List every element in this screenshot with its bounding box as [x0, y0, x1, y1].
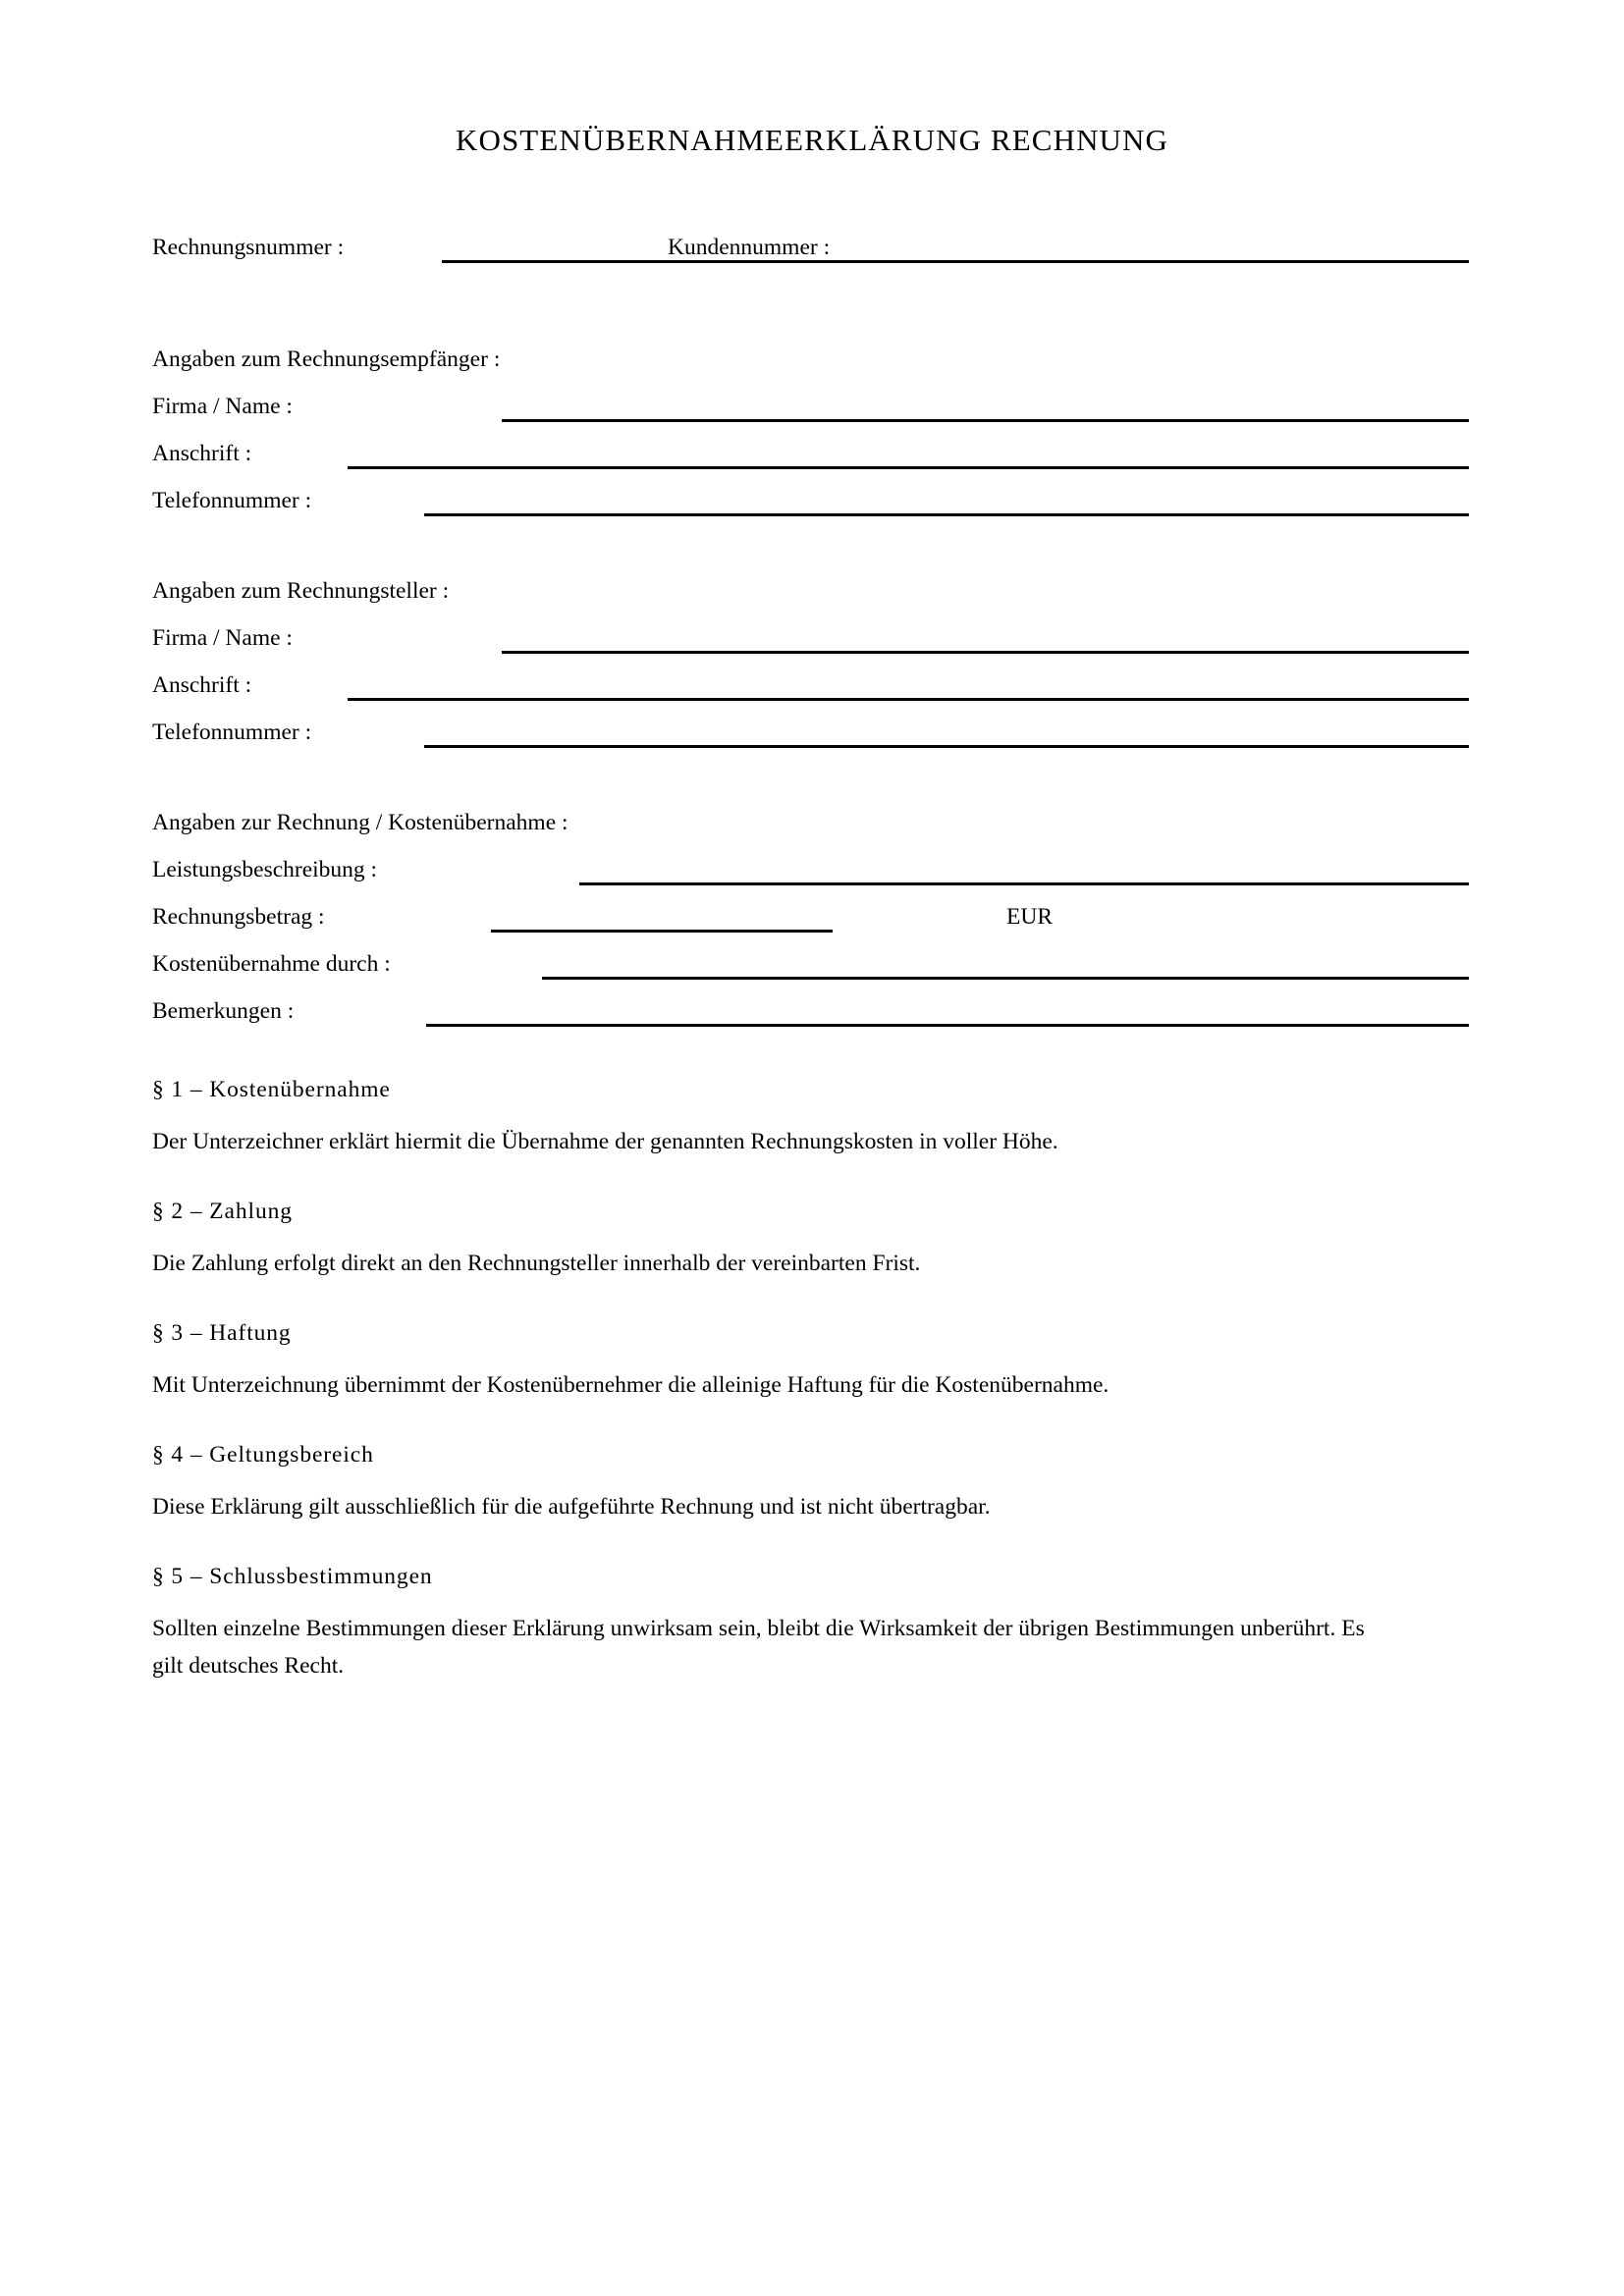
invoice-section: [152, 799, 1473, 1035]
clause-4: [152, 1435, 1473, 1525]
issuer-phone-label: Telefonnummer :: [152, 720, 312, 745]
cost-bearer-row: [152, 940, 1473, 988]
remarks-row: [152, 988, 1473, 1035]
service-description-row: [152, 846, 1473, 893]
clause-2-body: Die Zahlung erfolgt direkt an den Rechnungsteller innerhalb der vereinbarten Frist.: [152, 1251, 921, 1276]
customer-number-label: Kundennummer :: [668, 235, 831, 260]
clause-2-title: § 2 – Zahlung: [152, 1199, 293, 1224]
clause-1: [152, 1070, 1473, 1160]
clause-4-body: Diese Erklärung gilt ausschließlich für die aufgeführte Rechnung und ist nicht übertragbar.: [152, 1494, 991, 1520]
remarks-input-line[interactable]: [426, 1024, 1469, 1027]
service-description-input-line[interactable]: [579, 882, 1469, 885]
cost-bearer-label: Kostenübernahme durch :: [152, 951, 391, 977]
recipient-company-row: [152, 383, 1473, 430]
invoice-number-label: Rechnungsnummer :: [152, 235, 345, 260]
invoice-amount-input-line[interactable]: [491, 930, 833, 933]
clause-3-title: § 3 – Haftung: [152, 1320, 292, 1346]
header-number-row: [152, 224, 1473, 271]
issuer-address-input-line[interactable]: [348, 698, 1469, 701]
clause-1-body: Der Unterzeichner erklärt hiermit die Übernahme der genannten Rechnungskosten in voller Höhe.: [152, 1129, 1058, 1154]
clause-1-title: § 1 – Kostenübernahme: [152, 1077, 391, 1102]
issuer-company-input-line[interactable]: [502, 651, 1469, 654]
issuer-address-row: [152, 662, 1473, 709]
invoice-amount-row: [152, 893, 1473, 940]
clause-5-title: § 5 – Schlussbestimmungen: [152, 1564, 433, 1589]
recipient-phone-label: Telefonnummer :: [152, 488, 312, 513]
issuer-phone-input-line[interactable]: [424, 745, 1469, 748]
service-description-label: Leistungsbeschreibung :: [152, 857, 378, 882]
invoice-number-row: [152, 224, 1473, 271]
invoice-amount-label: Rechnungsbetrag :: [152, 904, 325, 930]
recipient-address-input-line[interactable]: [348, 466, 1469, 469]
recipient-address-row: [152, 430, 1473, 477]
issuer-company-row: [152, 614, 1473, 662]
recipient-company-input-line[interactable]: [502, 419, 1469, 422]
cost-bearer-input-line[interactable]: [542, 977, 1469, 980]
clause-5-body: Sollten einzelne Bestimmungen dieser Erklärung unwirksam sein, bleibt die Wirksamkeit der übrigen Bestimmungen unberührt. Es gilt deutsches Recht.: [152, 1616, 1365, 1679]
invoice-number-input-line[interactable]: [442, 260, 1469, 263]
clause-4-title: § 4 – Geltungsbereich: [152, 1442, 374, 1468]
issuer-address-label: Anschrift :: [152, 672, 252, 698]
recipient-section: [152, 336, 1473, 524]
clause-2: [152, 1192, 1473, 1282]
recipient-phone-row: [152, 477, 1473, 524]
recipient-section-heading: Angaben zum Rechnungsempfänger :: [152, 347, 501, 372]
clauses-section: [152, 1070, 1473, 1716]
issuer-company-label: Firma / Name :: [152, 625, 293, 651]
page-title: KOSTENÜBERNAHMEERKLÄRUNG RECHNUNG: [455, 123, 1169, 157]
issuer-section-heading: Angaben zum Rechnungsteller :: [152, 578, 450, 604]
clause-5: [152, 1557, 1473, 1684]
invoice-section-heading: Angaben zur Rechnung / Kostenübernahme :: [152, 810, 568, 835]
clause-3-body: Mit Unterzeichnung übernimmt der Kostenübernehmer die alleinige Haftung für die Kostenübernahme.: [152, 1372, 1110, 1398]
clause-3: [152, 1313, 1473, 1404]
recipient-phone-input-line[interactable]: [424, 513, 1469, 516]
issuer-section: [152, 567, 1473, 756]
remarks-label: Bemerkungen :: [152, 998, 295, 1024]
recipient-address-label: Anschrift :: [152, 441, 252, 466]
issuer-phone-row: [152, 709, 1473, 756]
recipient-company-label: Firma / Name :: [152, 394, 293, 419]
currency-unit-label: EUR: [1006, 904, 1053, 930]
